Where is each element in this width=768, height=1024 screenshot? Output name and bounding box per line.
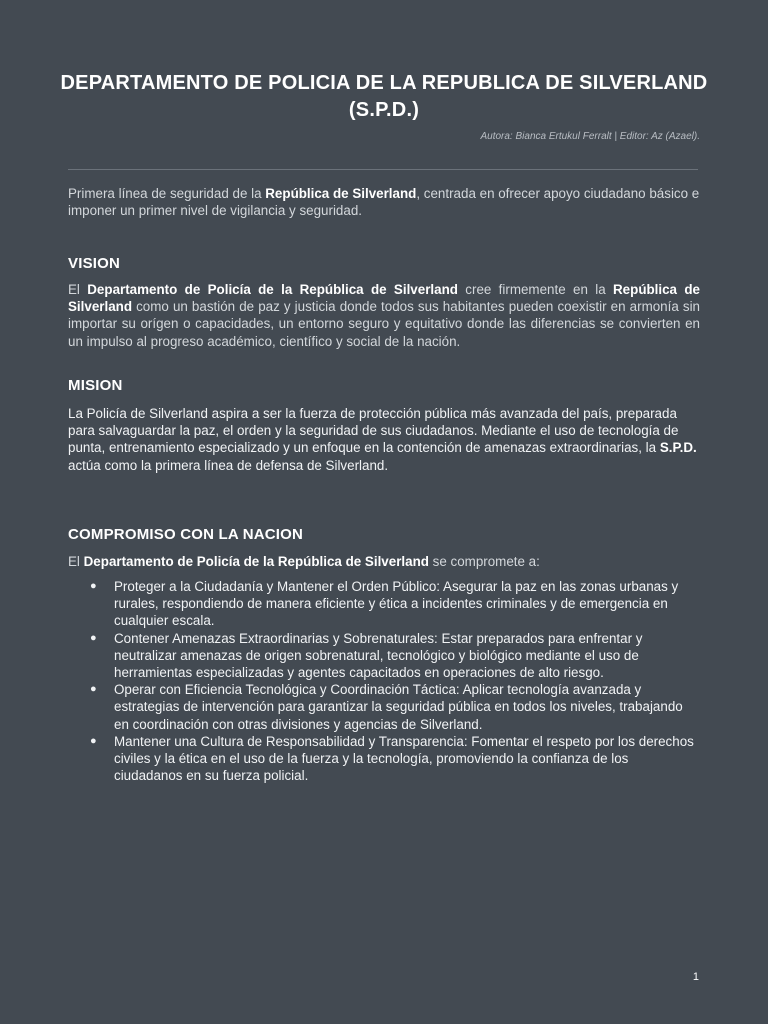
intro-text-1: Primera línea de seguridad de la (68, 186, 266, 201)
vision-text-1: El (68, 282, 88, 297)
bullet-icon: ● (90, 734, 97, 747)
vision-text-2: cree firmemente en la (457, 282, 614, 297)
bullet-icon: ● (90, 683, 97, 696)
bullet-icon: ● (90, 631, 97, 644)
list-item (68, 733, 700, 785)
mision-paragraph (68, 405, 700, 474)
mision-text-1: La Policía de Silverland aspira a ser la fuerza de protección pública más avanzada del país, preparada para salvaguardar la paz, el orden y la seguridad de sus ciudadanos. Mediante el uso de tecnología de punta, entrenamiento especializado y un enfoque en la contención de amenazas extraordinarias, la (68, 406, 679, 456)
intro-text-2: , centrada en ofrecer apoyo ciudadano básico e imponer un primer nivel de vigilancia y seguridad. (68, 186, 700, 219)
list-item-text: Mantener una Cultura de Responsabilidad y Transparencia: Fomentar el respeto por los derechos civiles y la ética en el uso de la fuerza y la tecnología, promoviendo la confianza de los ciudadanos en su fuerza policial. (114, 733, 694, 784)
list-item (68, 681, 700, 733)
intro-paragraph (68, 185, 700, 219)
compromiso-text-2: se compromete a: (428, 554, 540, 569)
author-byline: Autora: Bianca Ertukul Ferralt | Editor: Az (Azael). (480, 131, 700, 142)
list-item (68, 578, 700, 630)
vision-paragraph (68, 281, 700, 350)
compromiso-bold-1: Departamento de Policía de la República de Silverland (83, 554, 429, 569)
page-number: 1 (692, 971, 699, 983)
list-item-text: Proteger a la Ciudadanía y Mantener el Orden Público: Asegurar la paz en las zonas urbanas y rurales, respondiendo de manera eficiente y ética a incidentes criminales y de emergencia en cualquier escala. (114, 579, 679, 629)
vision-text-3: como un bastión de paz y justicia donde todos sus habitantes pueden coexistir en armonía sin importar su orígen o capacidades, un entorno seguro y equitativo donde las diferencias se convierten en un impulso al progreso académico, científico y social de la nación. (68, 299, 700, 349)
vision-heading: VISION (68, 255, 121, 272)
horizontal-divider (68, 169, 698, 170)
document-title: DEPARTAMENTO DE POLICIA DE LA REPUBLICA DE SILVERLAND (S.P.D.) (60, 72, 708, 121)
intro-bold-1: República de Silverland (265, 186, 417, 201)
mision-bold-1: S.P.D. (659, 440, 697, 456)
vision-bold-1: Departamento de Policía de la República de Silverland (87, 282, 458, 297)
list-item-text: Operar con Eficiencia Tecnológica y Coordinación Táctica: Aplicar tecnología avanzada y estrategias de intervención para garantizar la seguridad pública en todos los niveles, trabajando en coordinación con otras divisiones y agencias de Silverland. (114, 682, 683, 732)
list-item (68, 630, 700, 682)
compromiso-heading: COMPROMISO CON LA NACION (68, 526, 304, 543)
mision-heading: MISION (68, 377, 123, 394)
compromiso-text-1: El (68, 554, 84, 569)
list-item-text: Contener Amenazas Extraordinarias y Sobrenaturales: Estar preparados para enfrentar y neutralizar amenazas de origen sobrenatural, tecnológico y biológico mediante el uso de herramientas especializadas y agentes capacitados en operaciones de alto riesgo. (114, 630, 643, 681)
compromiso-intro (68, 553, 700, 570)
commitments-list (68, 578, 700, 784)
bullet-icon: ● (90, 580, 97, 592)
mision-text-2: actúa como la primera línea de defensa de Silverland. (68, 457, 389, 473)
vision-bold-2: República de Silverland (68, 282, 700, 315)
